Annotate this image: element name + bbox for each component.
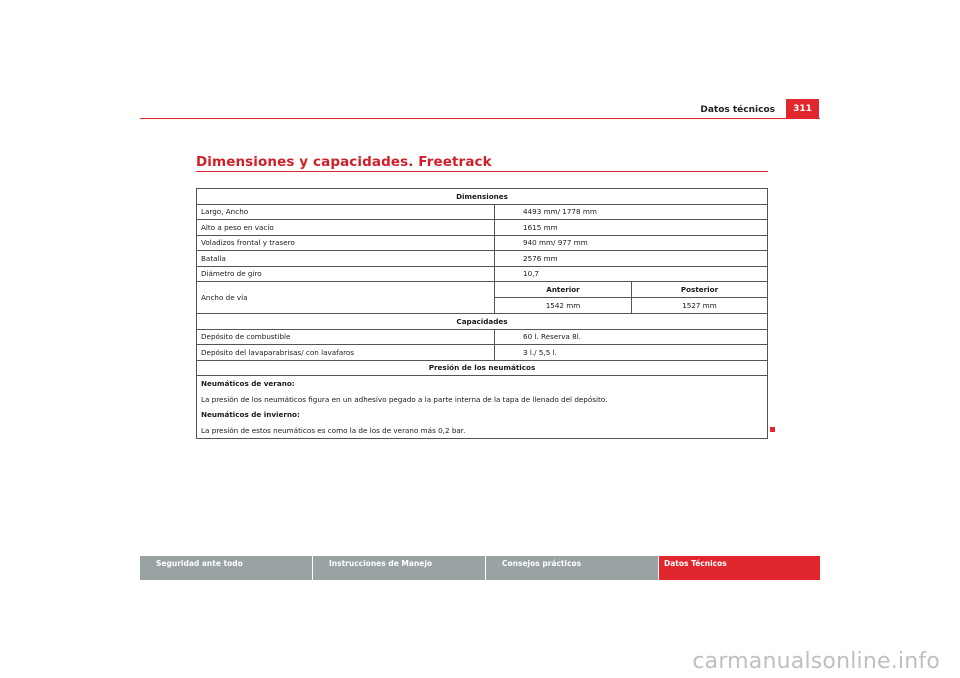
table-row: [197, 251, 768, 267]
row-value: 2576 mm: [495, 251, 768, 267]
section-title: Dimensiones y capacidades. Freetrack: [196, 154, 492, 170]
winter-tires-heading: Neumáticos de invierno:: [201, 410, 300, 420]
table-row: [197, 329, 768, 345]
row-value: 10,7: [495, 266, 768, 282]
dimensions-heading: Dimensiones: [197, 189, 768, 205]
row-label: Voladizos frontal y trasero: [197, 235, 495, 251]
table-row-heading: [197, 189, 768, 205]
table-row: [197, 204, 768, 220]
chapter-tab-technical-data[interactable]: Datos Técnicos: [659, 556, 820, 580]
title-divider: [196, 171, 768, 172]
chapter-tab-operating-instructions[interactable]: Instrucciones de Manejo: [313, 556, 485, 580]
footer-chapter-tabs: [140, 556, 820, 580]
summer-tires-heading: Neumáticos de verano:: [201, 379, 295, 389]
winter-tires-text: La presión de estos neumáticos es como la de los de verano más 0,2 bar.: [201, 425, 466, 435]
track-rear-value: 1527 mm: [682, 300, 717, 310]
tire-pressure-notes: [197, 376, 768, 439]
table-row-heading: [197, 360, 768, 376]
specifications-table: [196, 188, 768, 439]
watermark: carmanualsonline.info: [692, 649, 940, 674]
row-label: Diámetro de giro: [197, 266, 495, 282]
row-label: Largo, Ancho: [197, 204, 495, 220]
table-row: [197, 266, 768, 282]
tire-pressure-heading: Presión de los neumáticos: [197, 360, 768, 376]
row-label: Alto a peso en vacío: [197, 220, 495, 236]
capacities-heading: Capacidades: [197, 314, 768, 330]
table-row-tires: [197, 376, 768, 439]
track-front-value: 1542 mm: [495, 298, 632, 314]
row-value: 940 mm/ 977 mm: [495, 235, 768, 251]
table-row: [197, 345, 768, 361]
running-header-title: Datos técnicos: [700, 105, 775, 115]
track-rear-heading: Posterior: [632, 282, 767, 298]
row-label: Depósito de combustible: [197, 329, 495, 345]
row-value: 1615 mm: [495, 220, 768, 236]
row-label: Depósito del lavaparabrisas/ con lavafaros: [197, 345, 495, 361]
row-label: Batalla: [197, 251, 495, 267]
end-of-section-marker: [770, 427, 775, 432]
table-row: [197, 220, 768, 236]
page-number: 311: [786, 99, 819, 118]
row-value: 3 l./ 5,5 l.: [495, 345, 768, 361]
row-value: 60 l. Reserva 8l.: [495, 329, 768, 345]
track-front-heading: Anterior: [495, 282, 632, 298]
table-row-heading: [197, 314, 768, 330]
track-label: Ancho de vía: [197, 282, 495, 314]
chapter-tab-practical-tips[interactable]: Consejos prácticos: [486, 556, 658, 580]
row-value: 4493 mm/ 1778 mm: [495, 204, 768, 220]
table-row-track: [197, 282, 768, 314]
track-values: [495, 282, 768, 314]
table-row: [197, 235, 768, 251]
header-divider: [140, 118, 820, 119]
summer-tires-text: La presión de los neumáticos figura en un adhesivo pegado a la parte interna de la tapa de llenado del depósito.: [201, 394, 608, 404]
chapter-tab-safety[interactable]: Seguridad ante todo: [140, 556, 312, 580]
